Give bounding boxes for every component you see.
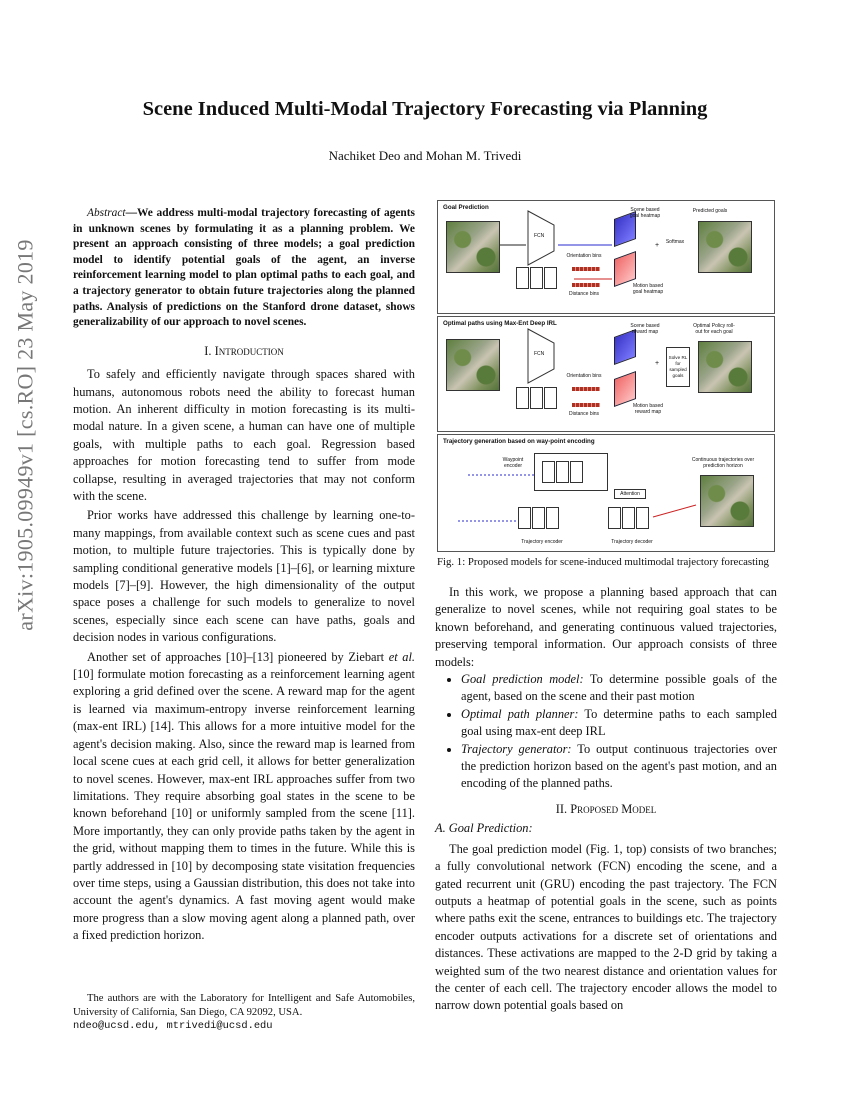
panel-title-irl: Optimal paths using Max-Ent Deep IRL xyxy=(443,320,557,327)
motion-goal-heatmap-label: Motion based goal heatmap xyxy=(632,283,664,295)
subsection-heading-goal-prediction: A. Goal Prediction: xyxy=(435,821,533,836)
sum-node-2: + xyxy=(654,360,660,367)
gru-6 xyxy=(544,387,557,409)
reward-map-red xyxy=(614,371,636,407)
list-item-text: To determine possible goals of the agent, based on the scene and their past motion xyxy=(461,672,777,704)
intro-paragraph-2: Prior works have addressed this challenge by learning one-to-many mappings, from available context such as scene cues and past motion, to multiple future trajectories. This is typically done by sampling conditional generative models [1]–[6], or learning mixture models [7]–[9]. However, the high dimensionality of the output space poses a challenge for such models to generalize to novel scenes, especially since each scene can have paths, goals and decision nodes in various configurations. xyxy=(73,508,415,645)
arxiv-stamp xyxy=(6,190,46,680)
orientation-bins-label: Orientation bins xyxy=(566,253,602,259)
gru-5 xyxy=(530,387,543,409)
list-item-term: Goal prediction model: xyxy=(461,672,584,687)
left-column xyxy=(73,206,415,945)
list-item-term: Optimal path planner: xyxy=(461,706,579,721)
continuous-trajectories-image xyxy=(700,475,754,527)
scene-image-2 xyxy=(446,339,500,391)
panel-title-goal: Goal Prediction xyxy=(443,204,489,211)
figure-1 xyxy=(437,200,775,552)
paper-title: Scene Induced Multi-Modal Trajectory Forecasting via Planning xyxy=(142,98,708,120)
waypoint-encoder-label: Waypoint encoder xyxy=(502,457,524,469)
gru-4 xyxy=(516,387,529,409)
scene-reward-map-label: Scene based reward map xyxy=(630,323,660,335)
panel3-arrows xyxy=(448,465,698,545)
abstract-text: We address multi-modal trajectory forecasting of agents in unknown scenes by formulating it as a planning problem. We present an approach consisting of three models; a goal prediction model to identify potential goals of the agent, an inverse reinforcement learning model to plan optimal paths to each goal, and a trajectory generator to obtain future trajectories along the planned paths. Analysis of predictions on the Stanford drone dataset, shows generalizability of our approach to novel scenes. xyxy=(73,207,415,329)
section-heading-proposed-model: II. Proposed Model xyxy=(555,801,657,816)
predicted-goals-label: Predicted goals xyxy=(692,208,728,214)
policy-rollout-label: Optimal Policy roll-out for each goal xyxy=(693,323,735,335)
list-item-text: To determine paths to each sampled goal using max-ent deep IRL xyxy=(461,706,778,739)
paper-authors: Nachiket Deo and Mohan M. Trivedi xyxy=(328,148,522,163)
list-item xyxy=(461,741,777,793)
trajectory-decoder-label: Trajectory decoder xyxy=(611,539,653,545)
right-paragraph-2: The goal prediction model (Fig. 1, top) consists of two branches; a fully convolutional network (FCN) encoding the scene, and a gated recurrent unit (GRU) encoding the past trajectory. The FCN outputs a heatmap of potential goals in the scene, such as points where paths exit the scene, entrances to buildings etc. The trajectory encoder outputs activations for a discrete set of orientations and distances. These activations are mapped to the 2-D grid by taking a weighted sum of the two nearest distance and orientation values for the center of each cell. The trajectory encoder allows the model to narrow down potential goals based on xyxy=(435,841,777,1013)
abstract xyxy=(73,206,415,331)
fcn-label-2: FCN xyxy=(534,351,545,357)
section-heading-introduction: I. Introduction xyxy=(204,343,284,358)
figure-caption: Fig. 1: Proposed models for scene-induced multimodal trajectory forecasting xyxy=(437,556,769,568)
intro-paragraph-3 xyxy=(73,649,415,945)
orientation-bins-bar-2 xyxy=(572,387,600,391)
fcn-label: FCN xyxy=(534,233,545,239)
predicted-goals-image xyxy=(698,221,752,273)
footnote xyxy=(73,992,415,1033)
orientation-bins-label-2: Orientation bins xyxy=(566,373,602,379)
attention-box: Attention xyxy=(614,489,646,499)
right-column xyxy=(435,584,777,1015)
softmax-label: Softmax xyxy=(665,239,685,245)
motion-reward-map-label: Motion based reward map xyxy=(632,403,664,415)
list-item-text: To output continuous trajectories over the prediction horizon based on the agent's past motion, and an encoding of the planned paths. xyxy=(461,741,778,791)
scene-goal-heatmap-label: Scene based goal heatmap xyxy=(629,207,661,219)
figure-panel-goal-prediction xyxy=(437,200,775,314)
abstract-label: Abstract xyxy=(87,207,126,219)
figure-panel-trajectory xyxy=(437,434,775,552)
sum-node: + xyxy=(654,242,660,249)
list-item-term: Trajectory generator: xyxy=(461,741,572,756)
distance-bins-bar-2 xyxy=(572,403,600,407)
distance-bins-label-2: Distance bins xyxy=(568,411,599,417)
continuous-trajectories-label: Continuous trajectories over prediction horizon xyxy=(691,457,755,469)
list-item xyxy=(461,671,777,706)
right-paragraph-1: In this work, we propose a planning based approach that can generalize to novel scenes, while not requiring goal states to be known beforehand, and generating continuous valued trajectories, preserving temporal information. Our approach consists of three models: xyxy=(435,585,777,669)
panel-title-traj: Trajectory generation based on way-point encoding xyxy=(443,438,595,445)
policy-rollout-image xyxy=(698,341,752,393)
distance-bins-label: Distance bins xyxy=(568,291,599,297)
intro-paragraph-3-b: [10] formulate motion forecasting as a reinforcement learning agent exploring a grid defined over the scene. A reward map for the agent is learned via maximum-entropy inverse reinforcement learning (max-ent IRL) [14]. This allows for a more intuitive model for the agent's decision making. Also, since the reward map is learned from local scene cues at each grid cell, it allows for better generalization to novel scenes. However, max-ent IRL approaches suffer from two limitations. They require absorbing goal states in the scene to be known beforehand [10] or uniformly sampled from the scene [11]. More importantly, they can only provide paths taken by the agent in the grid, without mapping them to times in the future. While this is partly addressed in [10] by decomposing state visitation frequencies over time steps, using a Gaussian distribution, this does not take into account the agent's dynamics. A fast moving agent would make more progress than a slow moving agent along a planned path, over a fixed prediction horizon. xyxy=(73,667,415,943)
intro-paragraph-3-a: Another set of approaches [10]–[13] pioneered by Ziebart xyxy=(87,649,389,664)
arxiv-stamp-text: arXiv:1905.09949v1 [cs.RO] 23 May 2019 xyxy=(13,239,39,631)
intro-paragraph-3-etal: et al. xyxy=(388,649,415,664)
footnote-text: The authors are with the Laboratory for Intelligent and Safe Automobiles, University of California, San Diego, CA 92092, USA. xyxy=(73,993,415,1018)
solve-rl-box: Solve RL for sampled goals xyxy=(666,347,690,387)
figure-panel-irl xyxy=(437,316,775,432)
scene-image xyxy=(446,221,500,273)
model-list xyxy=(435,671,777,793)
intro-paragraph-1: To safely and efficiently navigate through spaces shared with humans, autonomous robots need the ability to forecast human motion. An inherent difficulty in motion forecasting is its multi-modal nature. In a given scene, a human can have one of multiple goals, with multiple paths to each goal. Regression based approaches for motion forecasting tend to suffer from mode collapse, resulting in averaged trajectories that may not conform with the scene. xyxy=(73,367,415,503)
list-item xyxy=(461,706,777,741)
footnote-emails: ndeo@ucsd.edu, mtrivedi@ucsd.edu xyxy=(73,1019,273,1032)
panel1-arrows xyxy=(498,231,638,301)
abstract-dash: — xyxy=(125,207,137,219)
trajectory-encoder-label: Trajectory encoder xyxy=(521,539,563,545)
